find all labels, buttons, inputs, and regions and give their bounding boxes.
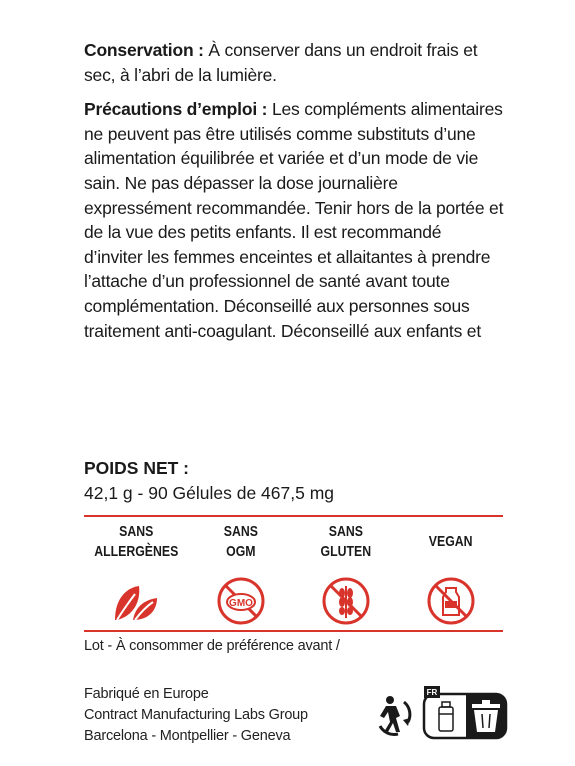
- net-weight-label: POIDS NET :: [84, 458, 190, 478]
- precautions-label: Précautions d’emploi :: [84, 99, 268, 120]
- recycling-info: [372, 684, 508, 740]
- country-code: FR: [426, 688, 438, 697]
- no-gmo-icon: [216, 576, 266, 626]
- gmo-icon-text: GMO: [229, 598, 254, 609]
- product-badges: [84, 520, 503, 628]
- sorting-info-box: [424, 686, 506, 738]
- badge-line1: SANS: [328, 523, 363, 540]
- conservation-paragraph: [84, 38, 504, 87]
- badge-gluten-free: [294, 520, 399, 628]
- net-weight-value: 42,1 g - 90 Gélules de 467,5 mg: [84, 483, 335, 503]
- divider-bottom: [84, 630, 503, 632]
- badge-line2: ALLERGÈNES: [94, 543, 179, 560]
- badge-allergen-free: [84, 520, 189, 628]
- badge-line1: SANS: [119, 523, 154, 540]
- product-info-text: [84, 38, 504, 353]
- conservation-label: Conservation :: [84, 40, 204, 60]
- badge-gmo-free: [189, 520, 294, 628]
- no-gluten-icon: [321, 576, 371, 626]
- precautions-text: Les compléments alimentaires ne peuvent pas être utilisés comme substituts d’une alimentation équilibrée et variée et d’un mode de vie sain. Ne pas dépasser la dose journalière expressément recommandée. Tenir hors de la portée et de la vue des petits enfants. Il est recommandé d’inviter les femmes enceintes et allaitantes à prendre l’attache d’un professionnel de santé avant toute complémentation. Déconseillé aux personnes sous traitement anti-coagulant. Déconseillé aux enfants et: [84, 99, 504, 341]
- maker-line-2: Contract Manufacturing Labs Group: [84, 707, 308, 723]
- manufacturer-info: [84, 684, 308, 747]
- badge-line1: VEGAN: [428, 533, 473, 550]
- badge-line2: GLUTEN: [320, 543, 372, 560]
- conservation-text: À conserver dans un endroit frais et sec, à l’abri de la lumière.: [84, 40, 478, 85]
- net-weight: [84, 456, 504, 506]
- lot-best-before: Lot - À consommer de préférence avant /: [84, 638, 340, 654]
- precautions-paragraph: [84, 97, 504, 343]
- no-animal-product-icon: [426, 576, 476, 626]
- divider-top: [84, 515, 503, 517]
- leaves-icon: [111, 576, 161, 626]
- maker-line-1: Fabriqué en Europe: [84, 686, 209, 702]
- badge-line2: OGM: [226, 543, 256, 560]
- badge-vegan: [398, 520, 503, 628]
- maker-line-3: Barcelona - Montpellier - Geneva: [84, 728, 291, 744]
- badge-line1: SANS: [224, 523, 259, 540]
- bottle-icon: [439, 702, 453, 731]
- triman-icon: [380, 696, 410, 734]
